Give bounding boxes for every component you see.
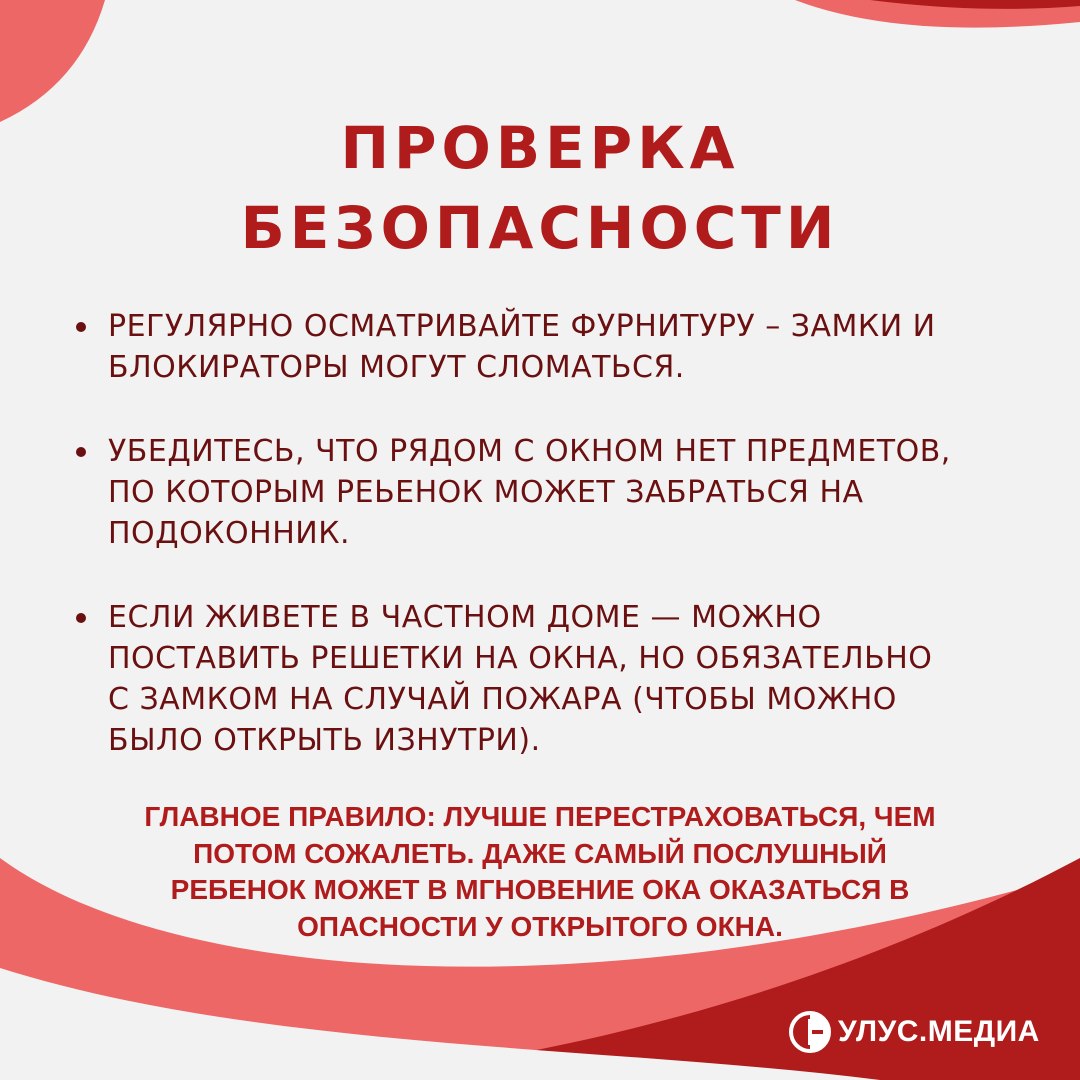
safety-tips-list [76, 306, 1036, 804]
main-rule-line: РЕБЕНОК МОЖЕТ В МГНОВЕНИЕ ОКА ОКАЗАТЬСЯ В [170, 874, 910, 905]
bullet-dot-icon [76, 447, 86, 457]
list-item-text [108, 431, 1036, 554]
list-item-line: БЫЛО ОТКРЫТЬ ИЗНУТРИ). [108, 723, 541, 758]
main-rule-callout [0, 799, 1080, 945]
bullet-dot-icon [76, 613, 86, 623]
logo-text: УЛУС.МЕДИА [838, 1015, 1040, 1048]
list-item-line: ЕСЛИ ЖИВЕТЕ В ЧАСТНОМ ДОМЕ — МОЖНО [108, 600, 822, 635]
brand-logo [788, 1008, 1040, 1056]
list-item [76, 431, 1036, 554]
main-rule-line: ПОТОМ СОЖАЛЕТЬ. ДАЖЕ САМЫЙ ПОСЛУШНЫЙ [193, 837, 887, 869]
ulus-media-logo-icon [788, 1010, 832, 1054]
main-rule-line: ГЛАВНОЕ ПРАВИЛО: ЛУЧШЕ ПЕРЕСТРАХОВАТЬСЯ, ЧЕМ [144, 801, 936, 832]
list-item-line: ПОСТАВИТЬ РЕШЕТКИ НА ОКНА, НО ОБЯЗАТЕЛЬНО [108, 641, 933, 676]
bullet-dot-icon [76, 322, 86, 332]
list-item-line: БЛОКИРАТОРЫ МОГУТ СЛОМАТЬСЯ. [108, 350, 685, 385]
list-item [76, 306, 1036, 388]
list-item-line: ПОДОКОННИК. [108, 516, 351, 551]
list-item-line: РЕГУЛЯРНО ОСМАТРИВАЙТЕ ФУРНИТУРУ – ЗАМКИ И [108, 309, 936, 344]
list-item-line: ПО КОТОРЫМ РЕЬЕНОК МОЖЕТ ЗАБРАТЬСЯ НА [108, 475, 864, 510]
title-line: ПРОВЕРКА [340, 114, 740, 182]
title-line: БЕЗОПАСНОСТИ [240, 194, 840, 262]
list-item-text [108, 597, 1036, 761]
list-item [76, 597, 1036, 761]
list-item-line: УБЕДИТЕСЬ, ЧТО РЯДОМ С ОКНОМ НЕТ ПРЕДМЕТОВ, [108, 434, 951, 469]
page-title [0, 108, 1080, 268]
list-item-text [108, 306, 1036, 388]
list-item-line: С ЗАМКОМ НА СЛУЧАЙ ПОЖАРА (ЧТОБЫ МОЖНО [108, 682, 897, 717]
main-rule-line: ОПАСНОСТИ У ОТКРЫТОГО ОКНА. [297, 910, 783, 942]
top-left-light-blob [0, 0, 105, 122]
